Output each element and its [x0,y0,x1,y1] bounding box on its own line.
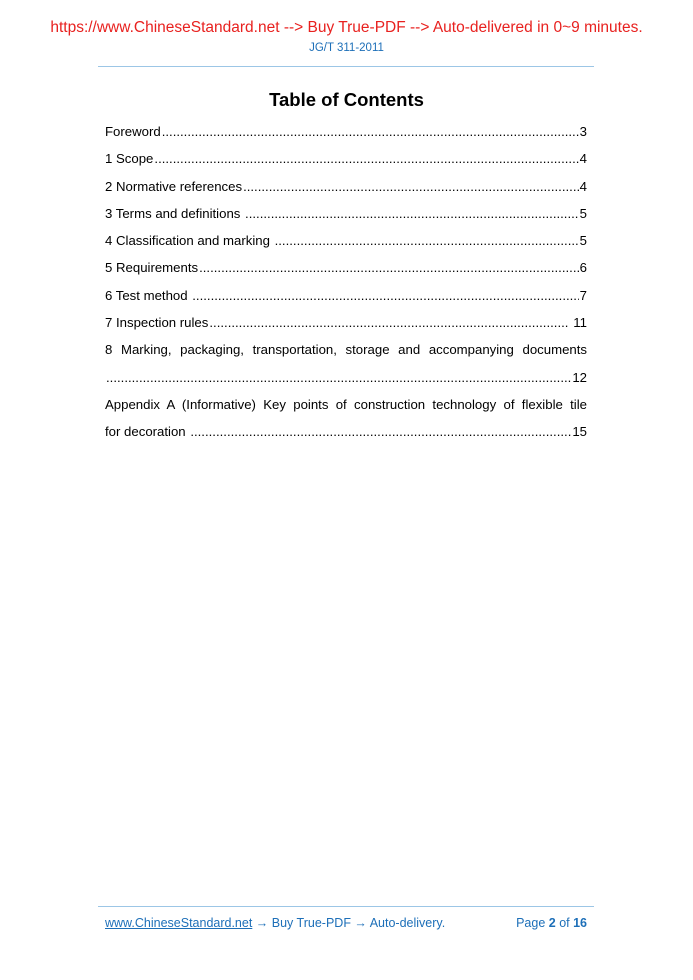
dot-leader [162,118,579,145]
toc-entry-label: 4 Classification and marking [105,233,274,249]
footer-divider [98,906,594,907]
toc-entry-label: 7 Inspection rules [105,315,209,331]
toc-entry-inspection-rules[interactable] [105,309,587,336]
toc-entry-page: 12 [572,369,587,385]
toc-entry-label: Appendix A (Informative) Key points of construction technology of flexible tile [105,396,587,412]
dot-leader [154,145,578,172]
footer-arrow: → [252,916,272,930]
toc-entry-foreword[interactable] [105,118,587,145]
dot-leader [275,227,579,254]
toc-entry-marking-packaging-line1[interactable] [105,336,587,363]
toc-entry-requirements[interactable] [105,254,587,281]
top-banner[interactable]: https://www.ChineseStandard.net --> Buy True-PDF --> Auto-delivered in 0~9 minutes. [50,19,643,36]
toc-entry-scope[interactable] [105,145,587,172]
toc-entry-page: 7 [579,287,587,303]
dot-leader [106,364,571,391]
footer [105,916,587,930]
toc-entry-terms-definitions[interactable] [105,200,587,227]
toc-entry-label: 5 Requirements [105,260,199,276]
standard-code: JG/T 311-2011 [309,42,384,54]
toc-entry-page: 3 [579,124,587,139]
toc-entry-classification-marking[interactable] [105,227,587,254]
page-indicator [516,916,587,930]
toc-entry-marking-packaging-line2[interactable] [105,364,587,391]
toc-entry-page: 6 [579,260,587,276]
toc-entry-label: 8 Marking, packaging, transportation, storage and accompanying documents [105,342,587,358]
dot-leader [199,254,579,281]
footer-arrow: → [350,916,370,930]
of-word: of [555,916,574,930]
toc-entry-page: 15 [572,424,587,440]
dot-leader [209,309,568,336]
total-page-count: 16 [573,916,587,930]
footer-delivery-text: Auto-delivery. [369,916,446,930]
toc-entry-label: 2 Normative references [105,178,243,194]
toc-entry-page: 11 [569,315,587,331]
dot-leader [192,282,578,309]
toc-entry-page: 5 [579,205,587,221]
toc-entry-normative-references[interactable] [105,173,587,200]
toc-title: Table of Contents [269,89,424,110]
toc-entry-label: for decoration [105,424,190,440]
toc-entry-label: Foreword [105,124,161,139]
toc-entry-label: 6 Test method [105,287,192,303]
header-divider [98,66,594,67]
toc-entry-page: 4 [579,151,587,167]
dot-leader [243,173,579,200]
toc-entry-test-method[interactable] [105,282,587,309]
toc-entry-label: 3 Terms and definitions [105,205,245,221]
footer-buy-text: Buy True-PDF [271,916,351,930]
page-word: Page [516,916,549,930]
toc-entry-page: 4 [579,178,587,194]
toc-entry-appendix-a-line1[interactable] [105,391,587,418]
toc-entry-appendix-a-line2[interactable] [105,418,587,445]
dot-leader [190,418,571,445]
current-page-number: 2 [548,916,556,930]
dot-leader [245,200,579,227]
toc-list [105,118,587,446]
toc-entry-label: 1 Scope [105,151,154,167]
toc-entry-page: 5 [579,233,587,249]
footer-site-link[interactable]: www.ChineseStandard.net [105,916,253,930]
